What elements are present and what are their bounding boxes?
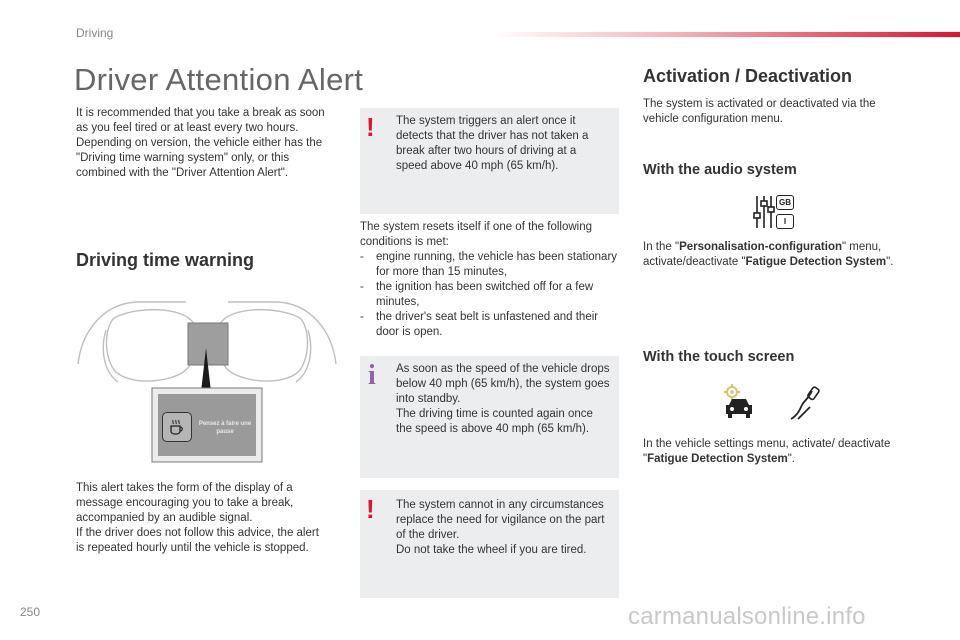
- language-badge: GB: [776, 195, 794, 210]
- reset-condition-1: engine running, the vehicle has been stationary for more than 15 minutes,: [376, 251, 618, 278]
- alert-paragraph-1: This alert takes the form of the display of a message encouraging you to take a break, accompanied by an audible signal.: [76, 482, 294, 524]
- audio-instructions: [643, 240, 905, 270]
- break-message: [194, 420, 256, 436]
- left-dial: [107, 310, 198, 381]
- info-text: [396, 362, 612, 437]
- info-paragraph-2: The driving time is counted again once the speed is above 40 mph (65 km/h).: [396, 408, 593, 435]
- right-dial: [216, 310, 307, 381]
- watermark: carmanualsonline.info: [628, 603, 866, 630]
- info-paragraph-1: As soon as the speed of the vehicle drops below 40 mph (65 km/h), the system goes into standby.: [396, 363, 610, 405]
- list-dash: -: [360, 251, 364, 263]
- info-icon: i: [368, 360, 376, 391]
- touch-screen-heading: With the touch screen: [643, 349, 795, 365]
- break-message-line-2: pause: [216, 429, 234, 435]
- audio-text-pre: In the ": [643, 241, 680, 253]
- info-badge: I: [776, 214, 794, 229]
- vehicle-settings-icon: [722, 383, 756, 419]
- activation-heading: Activation / Deactivation: [643, 66, 853, 86]
- right-dial-arc: [296, 330, 311, 382]
- warning-panel-1: [360, 108, 619, 214]
- list-dash: -: [360, 311, 364, 323]
- warning-panel-2: [360, 490, 619, 598]
- list-item: [360, 310, 618, 340]
- activation-intro: The system is activated or deactivated via the vehicle configuration menu.: [643, 98, 876, 125]
- reset-intro: The system resets itself if one of the following conditions is met:: [360, 221, 593, 248]
- fatigue-detection-option: Fatigue Detection System: [647, 453, 788, 465]
- warning-2-text: [396, 498, 610, 558]
- list-item: [360, 280, 618, 310]
- list-item: [360, 250, 618, 280]
- instrument-cluster-illustration: [76, 290, 338, 466]
- info-panel: [360, 356, 619, 478]
- intro-paragraph-1: It is recommended that you take a break as soon as you feel tired or at least every two hours.: [76, 107, 325, 134]
- driving-time-warning-text: [76, 481, 324, 556]
- driving-assistance-icon: [788, 385, 822, 421]
- alert-paragraph-2: If the driver does not follow this advice, the alert is repeated hourly until the vehicle is stopped.: [76, 527, 319, 554]
- reset-condition-2: the ignition has been switched off for a few minutes,: [376, 281, 594, 308]
- intro-text: [76, 106, 326, 181]
- audio-text-mid: " menu, activate/deactivate ": [643, 241, 882, 268]
- audio-settings-icon: [752, 193, 798, 231]
- list-dash: -: [360, 281, 364, 293]
- section-label: Driving: [76, 26, 114, 40]
- touch-instructions: [643, 437, 905, 467]
- left-dial-arc: [103, 330, 118, 382]
- warning-2-paragraph-1: The system cannot in any circumstances replace the need for vigilance on the part of the driver.: [396, 499, 605, 541]
- page-number: 250: [20, 605, 41, 619]
- audio-system-heading: With the audio system: [643, 162, 797, 178]
- warning-icon: !: [366, 494, 375, 524]
- page-title: Driver Attention Alert: [74, 62, 364, 97]
- reset-conditions: [360, 220, 618, 340]
- reset-condition-3: the driver's seat belt is unfastened and their door is open.: [376, 311, 599, 338]
- coffee-cup-icon: [162, 412, 192, 442]
- warning-1-text: The system triggers an alert once it detects that the driver has not taken a break after two hours of driving at a speed above 40 mph (65 km/h).: [396, 115, 589, 172]
- break-message-line-1: Pensez à faire une: [198, 421, 252, 427]
- touch-text-pre: In the vehicle settings menu, activate/ deactivate ": [643, 438, 891, 465]
- header-accent-bar: [490, 32, 960, 37]
- dashboard-drawing: [76, 290, 338, 466]
- driving-time-warning-heading: Driving time warning: [76, 250, 255, 270]
- personalisation-menu-label: Personalisation-configuration: [679, 241, 842, 253]
- fatigue-detection-option: Fatigue Detection System: [745, 256, 887, 268]
- warning-icon: !: [366, 112, 375, 142]
- intro-paragraph-2: Depending on version, the vehicle either has the "Driving time warning system" only, or this combined with the "Driver Attention Alert".: [76, 137, 323, 179]
- audio-text-post: ".: [886, 256, 894, 268]
- center-display: [188, 323, 228, 365]
- touch-text-post: ".: [787, 453, 795, 465]
- warning-2-paragraph-2: Do not take the wheel if you are tired.: [396, 544, 587, 556]
